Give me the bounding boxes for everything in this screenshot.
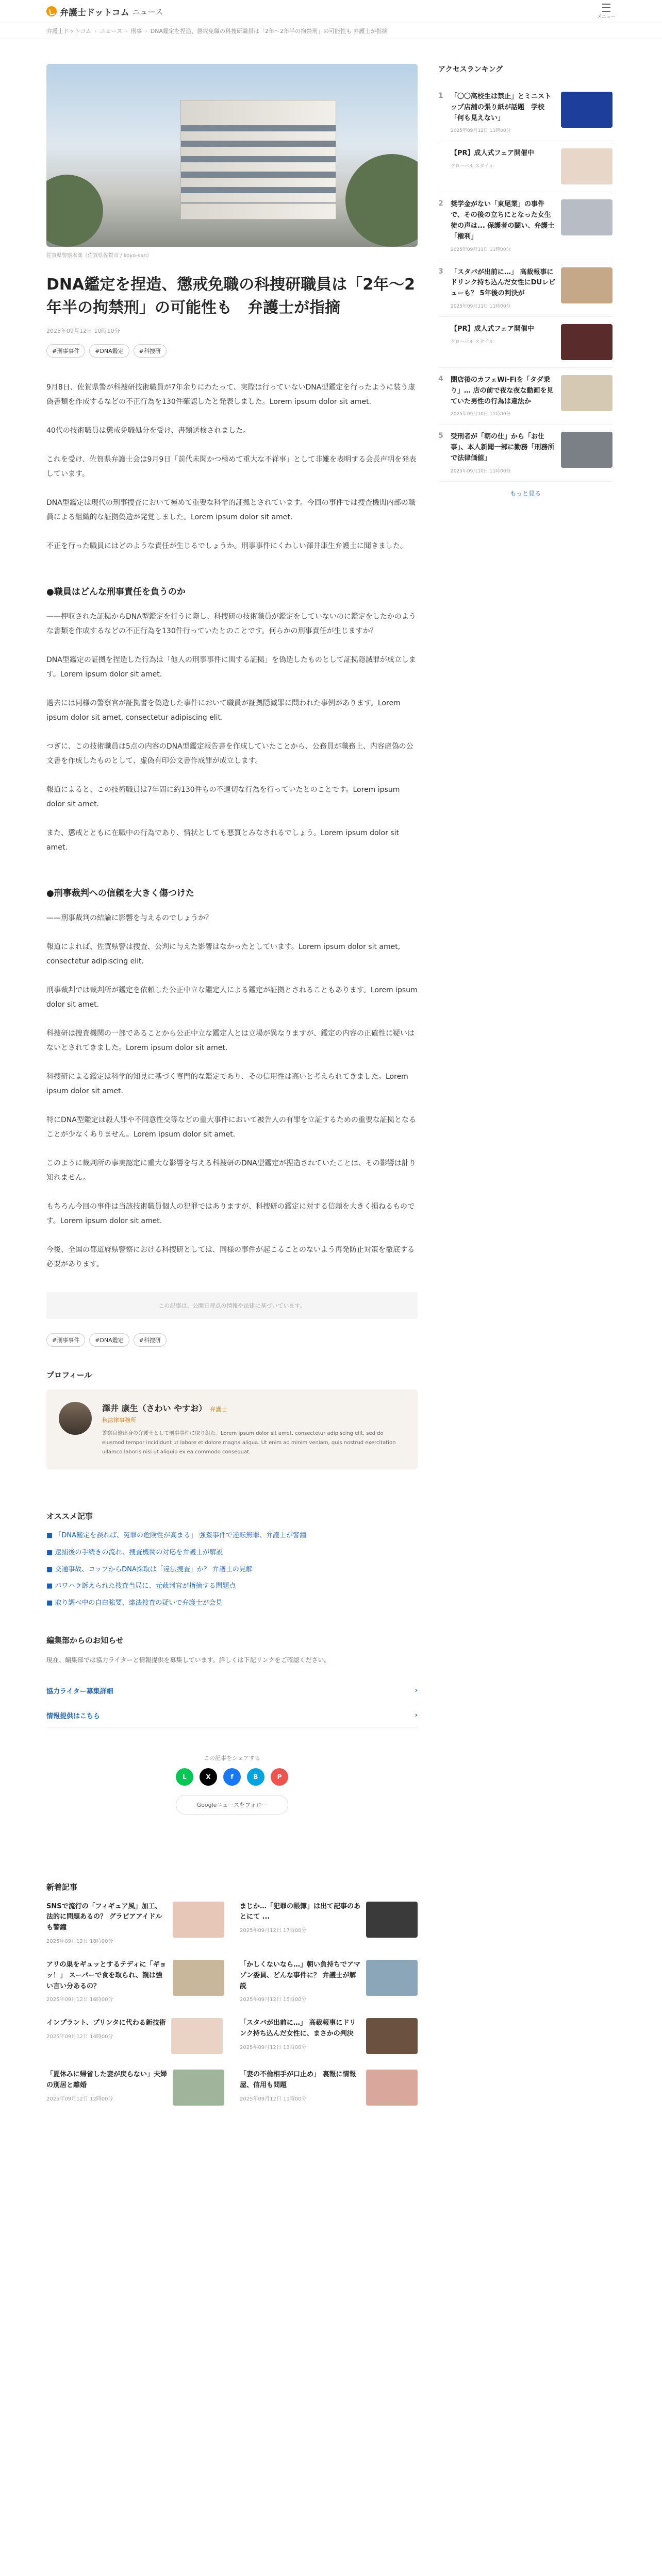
paragraph: 報道によると、この技術職員は7年間に約130件もの不適切な行為を行っていたとのことです。Lorem ipsum dolor sit amet. bbox=[46, 786, 400, 808]
share-label: この記事をシェアする bbox=[204, 1754, 260, 1761]
ranking-item[interactable]: 3 「スタバが出前に…」 高裁報事にドリンク持ち込んだ女性にDUレビューも？ 5年後の判決が 2025年09月11日 11時00分 bbox=[438, 260, 613, 317]
chevron-right-icon: › bbox=[415, 1711, 418, 1719]
ranking-item[interactable]: 5 受刑者が「朝の仕」から「お仕事」、本人新聞一部に勤務「刑務所で法律価値」 2025年09月10日 11時00分 bbox=[438, 425, 613, 481]
paragraph: 刑事裁判では裁判所が鑑定を依頼した公正中立な鑑定人による鑑定が証拠とされることもあります。Lorem ipsum dolor sit amet. bbox=[46, 986, 418, 1009]
article-title: DNA鑑定を捏造、懲戒免職の科捜研職員は「2年〜2年半の拘禁刑」の可能性も 弁護士が指摘 bbox=[46, 276, 415, 317]
line-share-icon[interactable]: L bbox=[176, 1768, 193, 1786]
ranking-thumbnail bbox=[561, 267, 613, 303]
tag[interactable]: #刑事事件 bbox=[46, 344, 85, 358]
ranking-item[interactable]: 4 閉店後のカフェWi-Fiを「タダ乗り」… 店の前で夜な夜な動画を見ていた男性の行為は違法か 2025年09月10日 11時00分 bbox=[438, 368, 613, 425]
ranking-thumbnail bbox=[561, 324, 613, 360]
breadcrumb-news[interactable]: ニュース bbox=[100, 28, 122, 35]
ranking-thumbnail bbox=[561, 432, 613, 468]
recommended-title: オススメ記事 bbox=[46, 1512, 93, 1521]
paragraph: DNA型鑑定の証拠を捏造した行為は「他人の刑事事件に関する証拠」を偽造したものとして証拠隠滅罪が成立します。Lorem ipsum dolor sit amet. bbox=[46, 656, 416, 679]
paragraph: 特にDNA型鑑定は殺人罪や不同意性交等などの重大事件において被告人の有罪を立証するための重要な証拠となることが少なくありません。Lorem ipsum dolor sit amet. bbox=[46, 1116, 416, 1139]
article bbox=[46, 39, 418, 2106]
sidebar bbox=[438, 39, 613, 2106]
ranking-item[interactable]: 【PR】成人式フェア開催中 グローバル スタイル bbox=[438, 141, 613, 192]
news-item[interactable]: アリの巣をギュッとするテディに「ギョッ！」 スーパーで食を取られ、親は強い言い分あるの？ 2025年09月12日 16時00分 bbox=[46, 1960, 224, 2003]
ranking-thumbnail bbox=[561, 92, 613, 128]
x-share-icon[interactable]: X bbox=[200, 1768, 217, 1786]
logo-icon bbox=[46, 6, 57, 16]
tag-list-bottom bbox=[46, 1333, 418, 1347]
newest-list bbox=[46, 1902, 418, 2106]
tag[interactable]: #刑事事件 bbox=[46, 1333, 85, 1347]
news-thumbnail bbox=[173, 1902, 224, 1938]
paragraph: 科捜研は捜査機関の一部であることから公正中立な鑑定人とは立場が異なりますが、鑑定の内容の正確性に疑いはないとされてきました。Lorem ipsum dolor sit amet. bbox=[46, 1029, 415, 1052]
pocket-share-icon[interactable]: P bbox=[271, 1768, 288, 1786]
news-thumbnail bbox=[366, 2018, 418, 2054]
disclaimer-note: この記事は、公開日時点の情報や法律に基づいています。 bbox=[46, 1292, 418, 1319]
paragraph: つぎに、この技術職員は5点の内容のDNA型鑑定報告書を作成していたことから、公務員が職務上、内容虚偽の公文書を作成したものとして、虚偽有印公文書作成罪が成立します。 bbox=[46, 742, 413, 765]
avatar bbox=[59, 1402, 92, 1435]
news-item[interactable]: 「かしくないなら…」朝い負持ちでアマゾン委員、どんな事件に？ 弁護士が解説 2025年09月12日 15時00分 bbox=[240, 1960, 418, 2003]
paragraph: また、懲戒とともに在職中の行為であり、情状としても悪質とみなされるでしょう。Lorem ipsum dolor sit amet. bbox=[46, 829, 399, 852]
tag[interactable]: #科捜研 bbox=[134, 1333, 167, 1347]
logo-sub: ニュース bbox=[132, 7, 163, 16]
question: ——刑事裁判の結論に影響を与えるのでしょうか？ bbox=[46, 914, 212, 922]
news-item[interactable]: 「スタバが出前に…」 高裁報事にドリンク持ち込んだ女性に、まさかの判決 2025年09月12日 13時00分 bbox=[240, 2018, 418, 2054]
menu-button[interactable] bbox=[597, 4, 616, 20]
profile-card bbox=[46, 1389, 418, 1469]
recommended-articles bbox=[46, 1511, 418, 1609]
news-thumbnail bbox=[171, 2018, 223, 2054]
breadcrumb-home[interactable]: 弁護士ドットコム bbox=[46, 28, 92, 35]
ranking-more-link[interactable]: もっと見る bbox=[509, 489, 541, 497]
logo-text: 弁護士ドットコム bbox=[60, 7, 129, 18]
writer-recruit-link[interactable]: 協力ライター募集詳細 › bbox=[46, 1679, 418, 1703]
paragraph: これを受け、佐賀県弁護士会は9月9日「前代未聞かつ極めて重大な不祥事」として非難を表明する会長声明を発表しています。 bbox=[46, 455, 417, 478]
paragraph: このように裁判所の事実認定に重大な影響を与える科捜研のDNA型鑑定が捏造されていたことは、その影響は計り知れません。 bbox=[46, 1159, 416, 1182]
paragraph: 報道によれば、佐賀県警は捜査、公判に与えた影響はなかったとしています。Lorem ipsum dolor sit amet, consectetur adipiscing elit. bbox=[46, 943, 401, 965]
menu-label: メニュー bbox=[597, 14, 616, 20]
news-thumbnail bbox=[173, 1960, 224, 1996]
ranking-title: アクセスランキング bbox=[438, 65, 503, 74]
profile-bio: 警察官僚出身の弁護士として刑事事件に取り組む。Lorem ipsum dolor sit amet, consectetur adipiscing elit, sed do eiusmod tempor incididunt ut labore et dolore magna aliqua. Ut enim ad minim veniam, quis nostrud exercitation ullamco laboris nisi ut aliquip ex ea commodo consequat. bbox=[102, 1431, 396, 1455]
paragraph: 今後、全国の都道府県警察における科捜研としては、同様の事件が起こることのないよう再発防止対策を徹底する必要があります。 bbox=[46, 1246, 415, 1268]
paragraph: 不正を行った職員にはどのような責任が生じるでしょうか。刑事事件にくわしい澤井康生弁護士に聞きました。 bbox=[46, 542, 407, 550]
request-title: 編集部からのお知らせ bbox=[46, 1635, 124, 1645]
hero-image bbox=[46, 64, 418, 247]
recommended-link[interactable]: ■ 「DNA鑑定を誤れば、冤罪の危険性が高まる」 強姦事件で逆転無罪、弁護士が警鐘 bbox=[46, 1531, 418, 1541]
question: ——押収された証拠からDNA型鑑定を行うに際し、科捜研の技術職員が鑑定をしていないのに鑑定をしたかのような書類を作成するなどの不正行為を130件行っていたとのことです。何らかの刑事責任が生じますか？ bbox=[46, 613, 416, 635]
article-date: 2025年09月12日 10時10分 bbox=[46, 328, 120, 334]
paragraph: 9月8日、佐賀県警が科捜研技術職員が7年余りにわたって、実際は行っていないDNA型鑑定を行ったように装う虚偽書類を作成するなどの不正行為を130件確認したと発表しました。Lorem ipsum dolor sit amet. bbox=[46, 383, 416, 406]
breadcrumb-category[interactable]: 刑事 bbox=[130, 28, 142, 35]
ranking-thumbnail bbox=[561, 199, 613, 235]
news-thumbnail bbox=[173, 2070, 224, 2106]
profile-role: 弁護士 bbox=[210, 1406, 227, 1413]
hatena-share-icon[interactable]: B bbox=[247, 1768, 264, 1786]
paragraph: 過去には同様の警察官が証拠書を偽造した事件において職員が証拠隠滅罪に問われた事例があります。Lorem ipsum dolor sit amet, consectetur adipiscing elit. bbox=[46, 699, 401, 722]
news-item[interactable]: まじか…「犯罪の帳簿」は出て記事のあとにて ... 2025年09月12日 17時00分 bbox=[240, 1902, 418, 1944]
chevron-right-icon: › bbox=[415, 1686, 418, 1694]
breadcrumb-current: DNA鑑定を捏造、懲戒免職の科捜研職員は「2年〜2年半の拘禁刑」の可能性も 弁護士が指摘 bbox=[150, 28, 388, 35]
recommended-link[interactable]: ■ 逮捕後の手続きの流れ、捜査機関の対応を弁護士が解説 bbox=[46, 1548, 418, 1558]
news-item[interactable]: 「夏休みに帰省した妻が戻らない」夫婦の別居と離婚 2025年09月12日 12時00分 bbox=[46, 2070, 224, 2106]
paragraph: もちろん今回の事件は当該技術職員個人の犯罪ではありますが、科捜研の鑑定に対する信頼を大きく損ねるものです。Lorem ipsum dolor sit amet. bbox=[46, 1202, 415, 1225]
recommended-link[interactable]: ■ 取り調べ中の自白強要、違法捜査の疑いで弁護士が会見 bbox=[46, 1598, 418, 1609]
ranking-item[interactable]: 2 奨学金がない「東尾業」の事件で、その後の立ちにとなった女生徒の声は... 保護者の闘い、弁護士「権利」 2025年09月11日 11時00分 bbox=[438, 192, 613, 260]
hero-caption: 佐賀県警察本部（佐賀県佐賀市 / koyo-san） bbox=[46, 253, 152, 259]
recommended-link[interactable]: ■ パワハラ訴えられた捜査当局に、元裁判官が指摘する問題点 bbox=[46, 1581, 418, 1592]
profile-title: プロフィール bbox=[46, 1370, 92, 1380]
news-thumbnail bbox=[366, 1902, 418, 1938]
paragraph: DNA型鑑定は現代の刑事捜査において極めて重要な科学的証拠とされています。今回の事件では捜査機関内部の職員による組織的な証拠偽造が発覚しました。Lorem ipsum dolor sit amet. bbox=[46, 499, 416, 521]
tag[interactable]: #科捜研 bbox=[134, 344, 167, 358]
info-submit-link[interactable]: 情報提供はこちら › bbox=[46, 1703, 418, 1728]
news-item[interactable]: SNSで流行の「フィギュア風」加工、法的に問題あるの？ グラビアアイドルも警鐘 2025年09月12日 18時00分 bbox=[46, 1902, 224, 1944]
profile-name[interactable]: 澤井 康生（さわい やすお） bbox=[102, 1403, 207, 1413]
profile-office[interactable]: 秋法律事務所 bbox=[102, 1417, 136, 1423]
hamburger-icon bbox=[602, 4, 610, 12]
share-section bbox=[46, 1754, 418, 1815]
news-item[interactable]: インプラント、プリンタに代わる新技術 2025年09月12日 14時00分 bbox=[46, 2018, 224, 2054]
tag[interactable]: #DNA鑑定 bbox=[89, 1333, 129, 1347]
section-heading: ●刑事裁判への信頼を大きく傷つけた bbox=[46, 888, 194, 899]
facebook-share-icon[interactable]: f bbox=[223, 1768, 241, 1786]
paragraph: 科捜研による鑑定は科学的知見に基づく専門的な鑑定であり、その信用性は高いと考えられてきました。Lorem ipsum dolor sit amet. bbox=[46, 1073, 408, 1095]
ranking-item[interactable]: 【PR】成人式フェア開催中 グローバル スタイル bbox=[438, 317, 613, 368]
paragraph: 40代の技術職員は懲戒免職処分を受け、書類送検されました。 bbox=[46, 427, 251, 435]
breadcrumb: 弁護士ドットコム › ニュース › 刑事 › DNA鑑定を捏造、懲戒免職の科捜研職員は「2年〜2年半の拘禁刑」の可能性も 弁護士が指摘 bbox=[0, 23, 662, 39]
section-heading: ●職員はどんな刑事責任を負うのか bbox=[46, 587, 186, 597]
ranking-thumbnail bbox=[561, 375, 613, 411]
site-header bbox=[0, 0, 662, 23]
request-body: 現在、編集部では協力ライターと情報提供を募集しています。詳しくは下記リンクをご確認ください。 bbox=[46, 1656, 330, 1664]
recommended-link[interactable]: ■ 交通事故、コップからDNA採取は「違法捜査」か？ 弁護士の見解 bbox=[46, 1565, 418, 1575]
news-item[interactable]: 「妻の不倫相手が口止め」 裏報に情報屋、信用も問題 2025年09月12日 11時00分 bbox=[240, 2070, 418, 2106]
tag[interactable]: #DNA鑑定 bbox=[89, 344, 129, 358]
newest-title: 新着記事 bbox=[46, 1882, 78, 1892]
google-news-follow-button[interactable]: Googleニュースをフォロー bbox=[176, 1795, 289, 1815]
news-thumbnail bbox=[366, 1960, 418, 1996]
site-logo[interactable] bbox=[46, 5, 163, 18]
news-thumbnail bbox=[366, 2070, 418, 2106]
ranking-item[interactable]: 1 「〇〇高校生は禁止」とミニストップ店舗の張り紙が話題 学校「何も見えない」 2025年09月12日 11時00分 bbox=[438, 84, 613, 141]
ranking-thumbnail bbox=[561, 148, 613, 184]
tag-list bbox=[46, 344, 418, 358]
